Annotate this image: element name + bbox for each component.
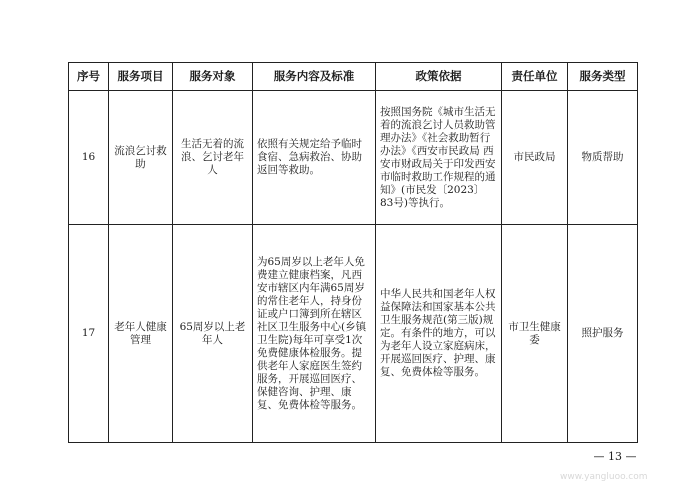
cell-project: 老年人健康管理: [109, 225, 173, 443]
header-unit: 责任单位: [502, 63, 568, 91]
cell-type: 照护服务: [568, 225, 638, 443]
header-project: 服务项目: [109, 63, 173, 91]
header-no: 序号: [69, 63, 109, 91]
header-content: 服务内容及标准: [253, 63, 376, 91]
cell-content: 依照有关规定给予临时食宿、急病救治、协助返回等救助。: [253, 91, 376, 225]
cell-project: 流浪乞讨救助: [109, 91, 173, 225]
cell-policy: 按照国务院《城市生活无着的流浪乞讨人员救助管理办法》《社会救助暂行办法》《西安市民政局 西安市财政局关于印发西安市临时救助工作规程的通知》(市民发〔2023〕83号)等执行。: [376, 91, 502, 225]
service-table: [68, 62, 638, 443]
header-policy: 政策依据: [376, 63, 502, 91]
cell-target: 65周岁以上老年人: [173, 225, 253, 443]
cell-no: 16: [69, 91, 109, 225]
cell-no: 17: [69, 225, 109, 443]
watermark: www.yangluoo.com: [560, 472, 648, 482]
cell-unit: 市民政局: [502, 91, 568, 225]
cell-unit: 市卫生健康委: [502, 225, 568, 443]
table-row: [69, 91, 638, 225]
header-target: 服务对象: [173, 63, 253, 91]
cell-target: 生活无着的流浪、乞讨老年人: [173, 91, 253, 225]
page-number: — 13 —: [593, 450, 637, 463]
cell-content: 为65周岁以上老年人免费建立健康档案，凡西安市辖区内年满65周岁的常住老年人，持身份证或户口簿到所在辖区社区卫生服务中心(乡镇卫生院)每年可享受1次免费健康体检服务。提供老年人家庭医生签约服务，开展巡回医疗、保健咨询、护理、康复、免费体检等服务。: [253, 225, 376, 443]
table-header-row: [69, 63, 638, 91]
table-row: [69, 225, 638, 443]
cell-policy: 中华人民共和国老年人权益保障法和国家基本公共卫生服务规范(第三版)规定。有条件的地方，可以为老年人设立家庭病床，开展巡回医疗、护理、康复、免费体检等服务。: [376, 225, 502, 443]
header-type: 服务类型: [568, 63, 638, 91]
cell-type: 物质帮助: [568, 91, 638, 225]
